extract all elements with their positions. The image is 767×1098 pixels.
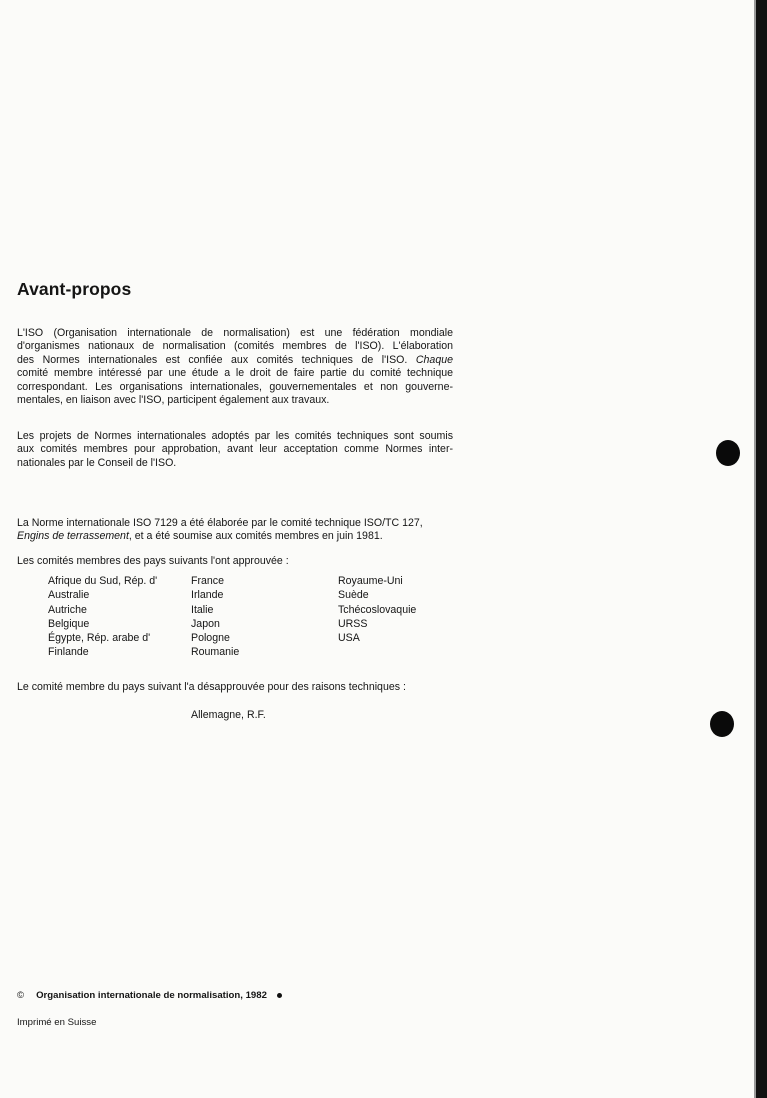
country-column-2 bbox=[191, 574, 239, 660]
text-segment: des Normes internationales est confiée aux comités techniques de l'ISO. bbox=[17, 353, 408, 366]
punch-hole-icon bbox=[710, 711, 734, 737]
text-line: correspondant. Les organisations internationales, gouvernementales et non gouverne- bbox=[17, 380, 453, 393]
copyright-icon: © bbox=[17, 990, 25, 1001]
punch-hole-icon bbox=[716, 440, 740, 466]
country: Italie bbox=[191, 603, 214, 616]
approved-intro: Les comités membres des pays suivants l'ont approuvée : bbox=[17, 555, 289, 567]
text-line: d'organismes nationaux de normalisation (comités membres de l'ISO). L'élaboration bbox=[17, 340, 453, 353]
paragraph-projects bbox=[17, 430, 453, 470]
country-column-3 bbox=[338, 574, 416, 645]
disapproved-intro: Le comité membre du pays suivant l'a désapprouvée pour des raisons techniques : bbox=[17, 681, 406, 693]
country: USA bbox=[338, 632, 360, 645]
copyright-line bbox=[17, 990, 282, 1001]
country: Tchécoslovaquie bbox=[338, 603, 417, 616]
country: Finlande bbox=[48, 646, 89, 659]
country: Belgique bbox=[48, 617, 90, 630]
country: Pologne bbox=[191, 632, 230, 645]
scan-edge bbox=[756, 0, 767, 1098]
text-line bbox=[17, 354, 453, 367]
committee-title: Engins de terrassement bbox=[17, 530, 129, 543]
text-line: mentales, en liaison avec l'ISO, participent également aux travaux. bbox=[17, 394, 330, 407]
disapproved-country: Allemagne, R.F. bbox=[191, 709, 266, 721]
text-line: nationales par le Conseil de l'ISO. bbox=[17, 456, 177, 469]
country: Royaume-Uni bbox=[338, 575, 403, 587]
paragraph-intro bbox=[17, 327, 453, 407]
country: Roumanie bbox=[191, 646, 240, 659]
bullet-icon bbox=[277, 993, 282, 998]
country: Irlande bbox=[191, 589, 224, 602]
country: Japon bbox=[191, 617, 220, 630]
country: Australie bbox=[48, 589, 90, 602]
text-line: Les projets de Normes internationales adoptés par les comités techniques sont soumis bbox=[17, 430, 453, 442]
printed-in: Imprimé en Suisse bbox=[17, 1017, 97, 1028]
text-italic: Chaque bbox=[415, 353, 453, 366]
country: Suède bbox=[338, 589, 369, 602]
text-segment: , et a été soumise aux comités membres en juin 1981. bbox=[128, 530, 383, 543]
text-line: comité membre intéressé par une étude a le droit de faire partie du comité technique bbox=[17, 367, 453, 380]
country-column-1 bbox=[48, 574, 157, 660]
text-line bbox=[17, 530, 453, 543]
country: Afrique du Sud, Rép. d' bbox=[48, 575, 158, 587]
text-line: L'ISO (Organisation internationale de normalisation) est une fédération mondiale bbox=[17, 327, 453, 339]
text-line: aux comités membres pour approbation, avant leur acceptation comme Normes inter- bbox=[17, 443, 453, 456]
text-line: La Norme internationale ISO 7129 a été élaborée par le comité technique ISO/TC 127, bbox=[17, 517, 423, 529]
country: Autriche bbox=[48, 603, 87, 616]
country: Égypte, Rép. arabe d' bbox=[48, 632, 151, 645]
country: France bbox=[191, 575, 224, 587]
country: URSS bbox=[338, 617, 368, 630]
copyright-text: Organisation internationale de normalisation, 1982 bbox=[36, 990, 267, 1001]
page-title: Avant-propos bbox=[17, 279, 132, 299]
paragraph-standard bbox=[17, 517, 453, 544]
